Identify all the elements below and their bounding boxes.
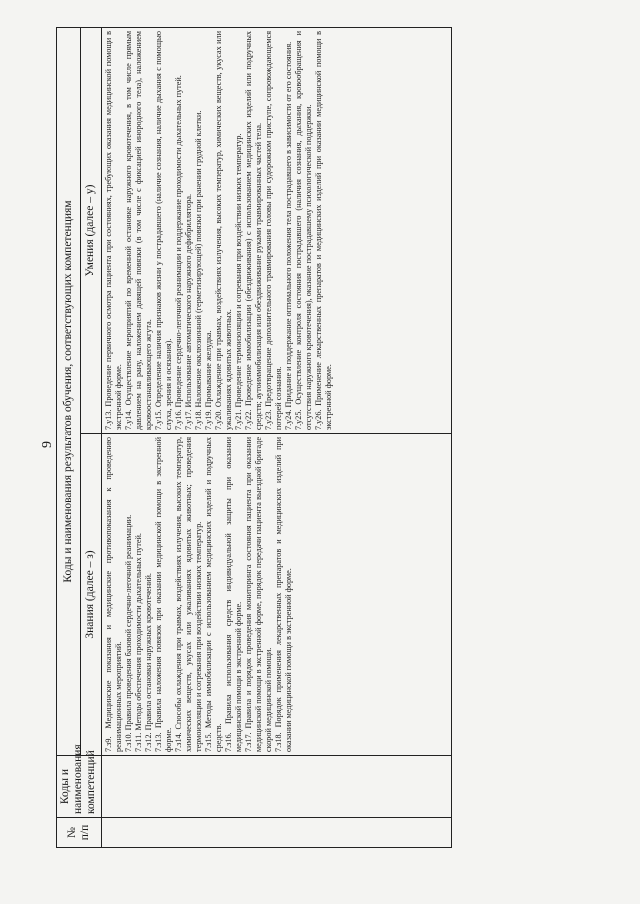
row-number-cell: [101, 818, 451, 848]
list-item: 7.у16. Проведение сердечно-легочной реанимации и поддержание проходимости дыхательных путей.: [173, 75, 183, 430]
row-code-cell: [101, 756, 451, 818]
list-item: 7.у23. Предотвращение дополнительного травмирования головы при судорожном приступе, сопровождающемся потерей сознания.: [263, 31, 283, 430]
skills-cell: [101, 28, 451, 434]
list-item: 7.у19. Промывание желудка.: [203, 330, 213, 430]
list-item: 7.з11. Методы обеспечения проходимости дыхательных путей.: [133, 533, 143, 752]
list-item: 7.у14. Осуществление мероприятий по временной остановке наружного кровотечения, в том числе прямым давлением на рану, наложением давящей повязки (в том числе с фиксацией инородного тела), наложением кровоостанавливающего жгута.: [123, 31, 153, 430]
list-item: 7.у22. Проведение иммобилизации (обездвиживания) с использованием медицинских изделий или подручных средств; аутоиммобилизация или обездвиживание руками травмированных частей тела.: [243, 31, 263, 430]
list-item: 7.з10. Правила проведения базовой сердечно-легочной реанимации.: [123, 514, 133, 752]
list-item: 7.з9. Медицинские показания и медицинские противопоказания к проведению реанимационных мероприятий.: [103, 437, 123, 752]
list-item: 7.з17. Правила и порядок проведения мониторинга состояния пациента при оказании медицинской помощи в экстренной форме, порядок передачи пациента выездной бригаде скорой медицинской помощи.: [243, 437, 273, 752]
skills-list: [104, 31, 334, 430]
list-item: 7.у13. Проведение первичного осмотра пациента при состояниях, требующих оказания медицинской помощи в экстренной форме.: [103, 31, 123, 430]
list-item: 7.у21. Проведение термоизоляции и согревания при воздействии низких температур.: [233, 133, 243, 430]
header-results-main: Коды и наименования результатов обучения, соответствующих компетенциям: [57, 28, 81, 756]
knowledge-list: [104, 437, 294, 752]
header-number: № п/п: [57, 818, 102, 848]
list-item: 7.з13. Правила наложения повязок при оказании медицинской помощи в экстренной форме.: [153, 437, 173, 752]
list-item: 7.у20. Охлаждение при травмах, воздействиях излучения, высоких температур, химических веществ, укусах или ужаливаниях ядовитых животных.: [213, 31, 233, 430]
list-item: 7.у18. Наложение окклюзионной (герметизирующей) повязки при ранении грудной клетки.: [193, 110, 203, 430]
page-number: 9: [40, 441, 55, 448]
list-item: 7.з14. Способы охлаждения при травмах, воздействиях излучения, высоких температур, химических веществ, укусах или ужаливаниях ядовитых животных; проведения термоизоляции и согревания при воздействии низких температур.: [173, 437, 203, 752]
header-knowledge: Знания (далее – з): [81, 434, 101, 756]
header-competency-codes: Коды и наименования компетенций: [57, 756, 102, 818]
list-item: 7.у15. Определение наличия признаков жизни у пострадавшего (наличие сознания, наличие дыхания с помощью слуха, зрения и осязания).: [153, 31, 173, 430]
list-item: 7.з15. Методы иммобилизации с использованием медицинских изделий и подручных средств.: [203, 437, 223, 752]
header-skills: Умения (далее – у): [81, 28, 101, 434]
rotated-table-container: [56, 28, 452, 848]
list-item: 7.у24. Придание и поддержание оптимального положения тела пострадавшего в зависимости от его состояния.: [283, 41, 293, 430]
competency-results-table: [56, 27, 452, 848]
list-item: 7.у26. Применение лекарственных препаратов и медицинских изделий при оказании медицинской помощи в экстренной форме.: [313, 31, 333, 430]
list-item: 7.у17. Использование автоматического наружного дефибриллятора.: [183, 193, 193, 430]
table-row: [101, 28, 451, 848]
list-item: 7.з16. Правила использования средств индивидуальной защиты при оказании медицинской помощи в экстренной форме.: [223, 437, 243, 752]
list-item: 7.з12. Правила остановки наружных кровотечений.: [143, 573, 153, 752]
knowledge-cell: [101, 434, 451, 756]
list-item: 7.у25. Осуществление контроля состояния пострадавшего (наличия сознания, дыхания, кровообращения и отсутствия наружного кровотечения), оказание пострадавшему психологической поддержки.: [293, 31, 313, 430]
list-item: 7.з18. Порядок применения лекарственных препаратов и медицинских изделий при оказании медицинской помощи в экстренной форме.: [273, 437, 293, 752]
